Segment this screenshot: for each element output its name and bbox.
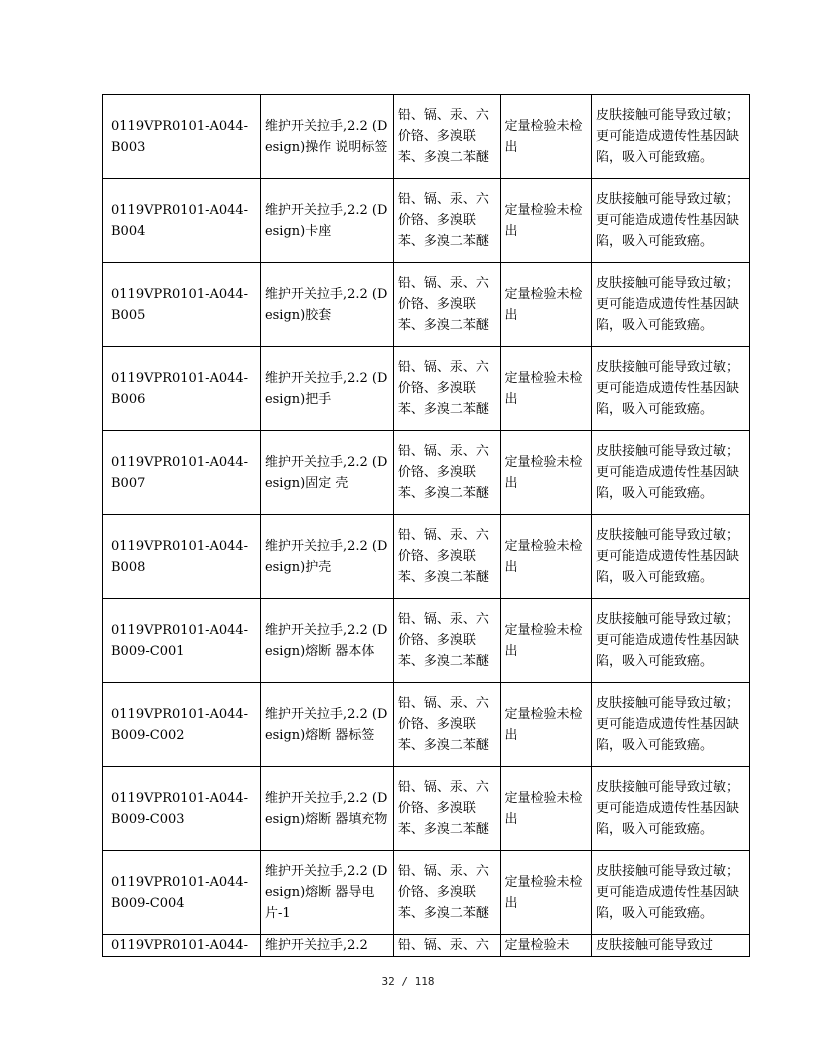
table-row xyxy=(103,179,750,263)
component-cell: 维护开关拉手,2.2 (Design)护壳 xyxy=(260,515,393,599)
hazard-cell: 皮肤接触可能导致过敏；更可能造成遗传性基因缺陷，吸入可能致癌。 xyxy=(592,851,750,935)
part-number-cell: 0119VPR0101-A044-B004 xyxy=(103,179,261,263)
substances-cell: 铅、镉、汞、六价铬、多溴联苯、多溴二苯醚 xyxy=(393,683,500,767)
result-cell: 定量检验未检出 xyxy=(500,851,591,935)
table-row xyxy=(103,95,750,179)
substances-cell: 铅、镉、汞、六价铬、多溴联苯、多溴二苯醚 xyxy=(393,347,500,431)
substances-cell: 铅、镉、汞、六价铬、多溴联苯、多溴二苯醚 xyxy=(393,431,500,515)
part-number-cell: 0119VPR0101-A044-B003 xyxy=(103,95,261,179)
substance-table xyxy=(102,94,750,957)
part-number-cell: 0119VPR0101-A044-B005 xyxy=(103,263,261,347)
substances-cell: 铅、镉、汞、六价铬、多溴联苯、多溴二苯醚 xyxy=(393,95,500,179)
component-cell: 维护开关拉手,2.2 (Design)固定 壳 xyxy=(260,431,393,515)
table-row xyxy=(103,683,750,767)
hazard-cell: 皮肤接触可能导致过敏；更可能造成遗传性基因缺陷，吸入可能致癌。 xyxy=(592,599,750,683)
table-row xyxy=(103,263,750,347)
table-row-partial xyxy=(103,935,750,957)
component-cell: 维护开关拉手,2.2 (Design)熔断 器填充物 xyxy=(260,767,393,851)
hazard-cell: 皮肤接触可能导致过敏；更可能造成遗传性基因缺陷，吸入可能致癌。 xyxy=(592,263,750,347)
component-cell: 维护开关拉手,2.2 xyxy=(260,935,393,957)
hazard-cell: 皮肤接触可能导致过敏；更可能造成遗传性基因缺陷，吸入可能致癌。 xyxy=(592,515,750,599)
table-row xyxy=(103,599,750,683)
substances-cell: 铅、镉、汞、六 xyxy=(393,935,500,957)
hazard-cell: 皮肤接触可能导致过敏；更可能造成遗传性基因缺陷，吸入可能致癌。 xyxy=(592,767,750,851)
result-cell: 定量检验未检出 xyxy=(500,683,591,767)
component-cell: 维护开关拉手,2.2 (Design)把手 xyxy=(260,347,393,431)
part-number-cell: 0119VPR0101-A044- xyxy=(103,935,261,957)
table-row xyxy=(103,431,750,515)
part-number-cell: 0119VPR0101-A044-B007 xyxy=(103,431,261,515)
result-cell: 定量检验未检出 xyxy=(500,95,591,179)
substances-cell: 铅、镉、汞、六价铬、多溴联苯、多溴二苯醚 xyxy=(393,851,500,935)
part-number-cell: 0119VPR0101-A044-B009-C002 xyxy=(103,683,261,767)
hazard-cell: 皮肤接触可能导致过敏；更可能造成遗传性基因缺陷，吸入可能致癌。 xyxy=(592,95,750,179)
result-cell: 定量检验未检出 xyxy=(500,515,591,599)
result-cell: 定量检验未检出 xyxy=(500,767,591,851)
table-row xyxy=(103,347,750,431)
result-cell: 定量检验未检出 xyxy=(500,431,591,515)
part-number-cell: 0119VPR0101-A044-B009-C004 xyxy=(103,851,261,935)
substances-cell: 铅、镉、汞、六价铬、多溴联苯、多溴二苯醚 xyxy=(393,263,500,347)
part-number-cell: 0119VPR0101-A044-B009-C003 xyxy=(103,767,261,851)
hazard-cell: 皮肤接触可能导致过敏；更可能造成遗传性基因缺陷，吸入可能致癌。 xyxy=(592,347,750,431)
hazard-cell: 皮肤接触可能导致过敏；更可能造成遗传性基因缺陷，吸入可能致癌。 xyxy=(592,179,750,263)
component-cell: 维护开关拉手,2.2 (Design)操作 说明标签 xyxy=(260,95,393,179)
component-cell: 维护开关拉手,2.2 (Design)胶套 xyxy=(260,263,393,347)
table-row xyxy=(103,767,750,851)
table-row xyxy=(103,515,750,599)
page-number: 32 / 118 xyxy=(381,975,435,988)
substances-cell: 铅、镉、汞、六价铬、多溴联苯、多溴二苯醚 xyxy=(393,179,500,263)
component-cell: 维护开关拉手,2.2 (Design)熔断 器本体 xyxy=(260,599,393,683)
component-cell: 维护开关拉手,2.2 (Design)熔断 器导电片-1 xyxy=(260,851,393,935)
part-number-cell: 0119VPR0101-A044-B008 xyxy=(103,515,261,599)
result-cell: 定量检验未检出 xyxy=(500,263,591,347)
component-cell: 维护开关拉手,2.2 (Design)卡座 xyxy=(260,179,393,263)
substances-cell: 铅、镉、汞、六价铬、多溴联苯、多溴二苯醚 xyxy=(393,599,500,683)
substances-cell: 铅、镉、汞、六价铬、多溴联苯、多溴二苯醚 xyxy=(393,515,500,599)
hazard-cell: 皮肤接触可能导致过敏；更可能造成遗传性基因缺陷，吸入可能致癌。 xyxy=(592,431,750,515)
hazard-cell: 皮肤接触可能导致过敏；更可能造成遗传性基因缺陷，吸入可能致癌。 xyxy=(592,683,750,767)
result-cell: 定量检验未 xyxy=(500,935,591,957)
result-cell: 定量检验未检出 xyxy=(500,599,591,683)
table-body xyxy=(103,95,750,957)
result-cell: 定量检验未检出 xyxy=(500,347,591,431)
part-number-cell: 0119VPR0101-A044-B006 xyxy=(103,347,261,431)
result-cell: 定量检验未检出 xyxy=(500,179,591,263)
part-number-cell: 0119VPR0101-A044-B009-C001 xyxy=(103,599,261,683)
substances-cell: 铅、镉、汞、六价铬、多溴联苯、多溴二苯醚 xyxy=(393,767,500,851)
component-cell: 维护开关拉手,2.2 (Design)熔断 器标签 xyxy=(260,683,393,767)
hazard-cell: 皮肤接触可能导致过 xyxy=(592,935,750,957)
table-row xyxy=(103,851,750,935)
